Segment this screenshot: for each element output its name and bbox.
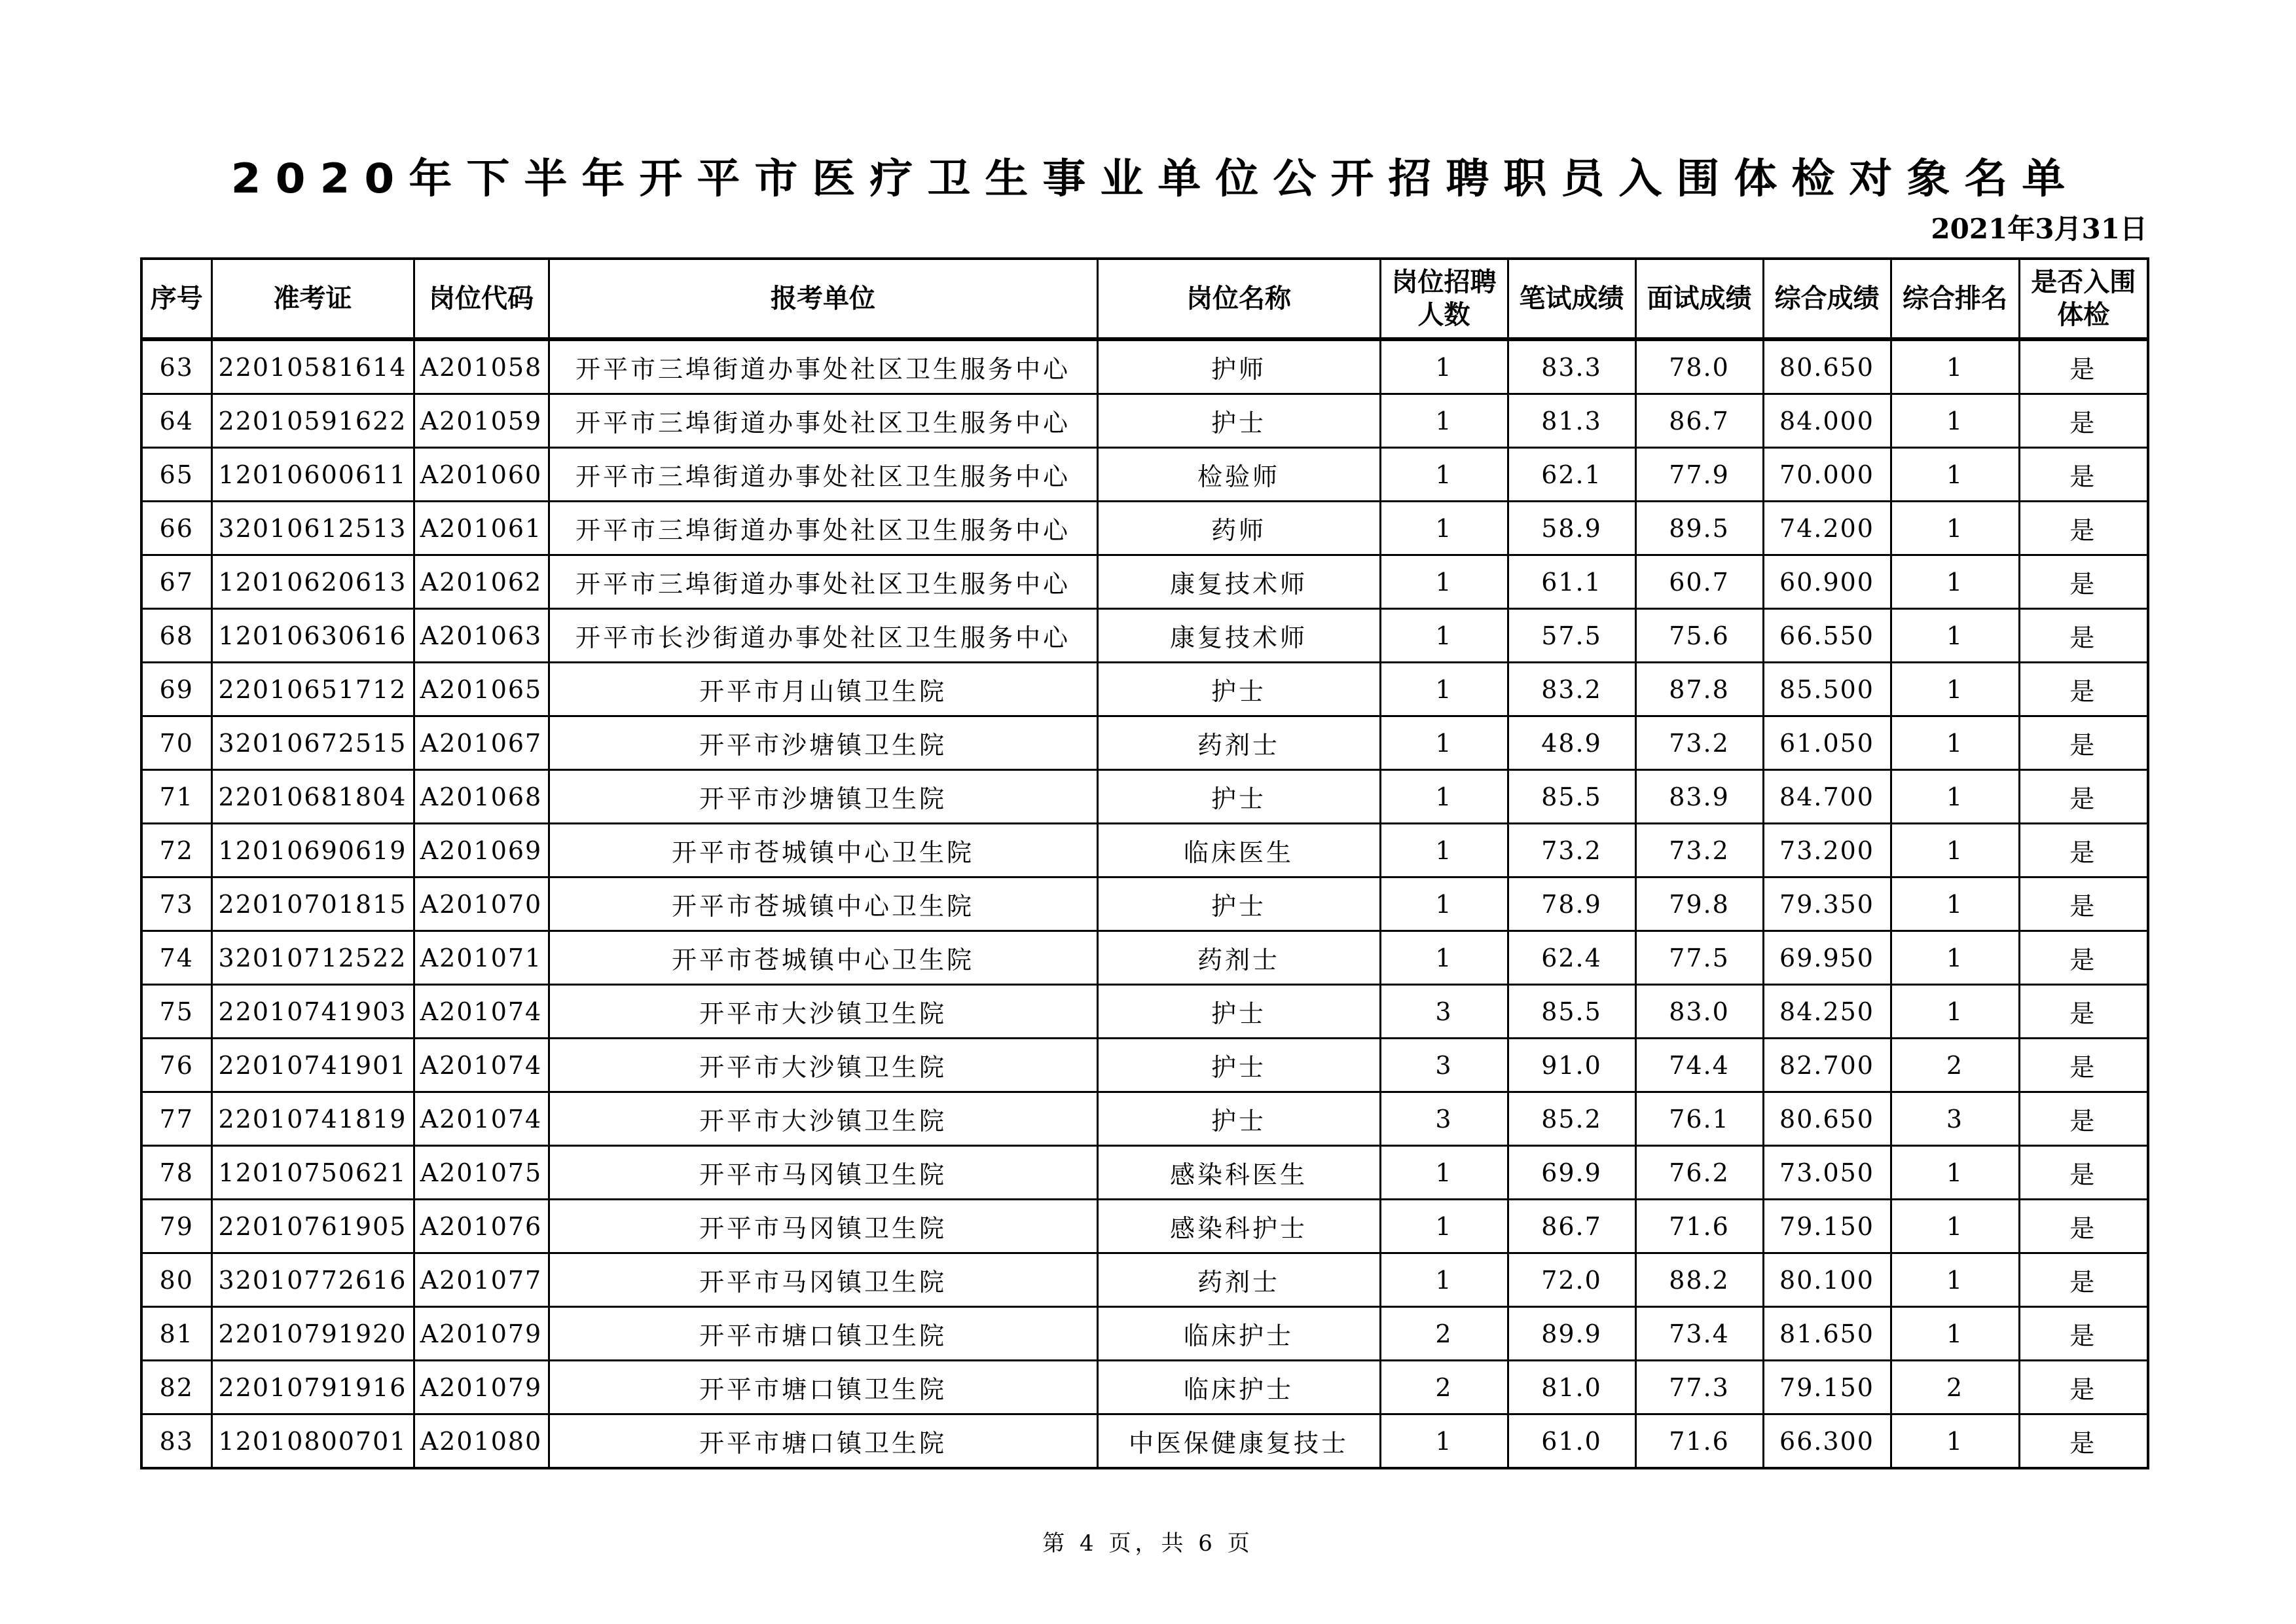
cell-shortlisted: 是 <box>2019 339 2148 394</box>
cell-interview-score: 83.0 <box>1635 985 1763 1039</box>
cell-interview-score: 73.2 <box>1635 824 1763 877</box>
cell-position-code: A201079 <box>414 1361 549 1414</box>
table-row <box>141 663 2148 716</box>
cell-rank: 1 <box>1891 502 2019 555</box>
cell-shortlisted: 是 <box>2019 877 2148 931</box>
table-header-row <box>141 259 2148 339</box>
table-row <box>141 770 2148 824</box>
cell-total-score: 81.650 <box>1763 1307 1891 1361</box>
cell-written-score: 85.5 <box>1508 985 1635 1039</box>
cell-shortlisted: 是 <box>2019 555 2148 609</box>
cell-seq: 69 <box>141 663 211 716</box>
cell-position-name: 护士 <box>1097 663 1380 716</box>
cell-written-score: 57.5 <box>1508 609 1635 663</box>
cell-rank: 1 <box>1891 1307 2019 1361</box>
cell-total-score: 61.050 <box>1763 716 1891 770</box>
cell-position-name: 中医保健康复技士 <box>1097 1414 1380 1469</box>
cell-unit: 开平市大沙镇卫生院 <box>549 985 1097 1039</box>
cell-rank: 1 <box>1891 770 2019 824</box>
cell-position-name: 护士 <box>1097 1039 1380 1092</box>
cell-shortlisted: 是 <box>2019 770 2148 824</box>
table-row <box>141 1039 2148 1092</box>
cell-seq: 67 <box>141 555 211 609</box>
cell-exam-ticket: 12010630616 <box>211 609 414 663</box>
cell-written-score: 62.1 <box>1508 448 1635 502</box>
cell-shortlisted: 是 <box>2019 1253 2148 1307</box>
cell-exam-ticket: 32010612513 <box>211 502 414 555</box>
table-row <box>141 1361 2148 1414</box>
cell-rank: 1 <box>1891 1253 2019 1307</box>
cell-total-score: 80.650 <box>1763 339 1891 394</box>
document-date: 2021年3月31日 <box>1931 213 2147 245</box>
header-label: 准考证 <box>273 284 352 314</box>
cell-interview-score: 75.6 <box>1635 609 1763 663</box>
table-row <box>141 339 2148 394</box>
cell-hiring-count: 2 <box>1380 1361 1508 1414</box>
header-label: 序号 <box>150 284 203 314</box>
cell-interview-score: 60.7 <box>1635 555 1763 609</box>
cell-hiring-count: 1 <box>1380 716 1508 770</box>
cell-shortlisted: 是 <box>2019 931 2148 985</box>
cell-total-score: 70.000 <box>1763 448 1891 502</box>
cell-position-code: A201061 <box>414 502 549 555</box>
cell-written-score: 89.9 <box>1508 1307 1635 1361</box>
header-label-line2: 人数 <box>1417 300 1470 330</box>
cell-unit: 开平市马冈镇卫生院 <box>549 1146 1097 1200</box>
cell-total-score: 84.250 <box>1763 985 1891 1039</box>
cell-position-name: 药师 <box>1097 502 1380 555</box>
cell-rank: 1 <box>1891 555 2019 609</box>
cell-seq: 81 <box>141 1307 211 1361</box>
cell-seq: 77 <box>141 1092 211 1146</box>
cell-hiring-count: 1 <box>1380 770 1508 824</box>
cell-rank: 1 <box>1891 1146 2019 1200</box>
header-hiring-count <box>1380 259 1508 339</box>
cell-total-score: 82.700 <box>1763 1039 1891 1092</box>
cell-exam-ticket: 22010581614 <box>211 339 414 394</box>
document-title: 2020年下半年开平市医疗卫生事业单位公开招聘职员入围体检对象名单 <box>230 154 2080 203</box>
cell-exam-ticket: 12010620613 <box>211 555 414 609</box>
cell-exam-ticket: 32010772616 <box>211 1253 414 1307</box>
cell-hiring-count: 1 <box>1380 555 1508 609</box>
table-row <box>141 877 2148 931</box>
table-row <box>141 502 2148 555</box>
cell-rank: 1 <box>1891 985 2019 1039</box>
cell-interview-score: 73.2 <box>1635 716 1763 770</box>
cell-position-code: A201074 <box>414 985 549 1039</box>
cell-total-score: 73.050 <box>1763 1146 1891 1200</box>
cell-total-score: 73.200 <box>1763 824 1891 877</box>
cell-exam-ticket: 12010690619 <box>211 824 414 877</box>
cell-interview-score: 89.5 <box>1635 502 1763 555</box>
cell-total-score: 66.550 <box>1763 609 1891 663</box>
cell-rank: 2 <box>1891 1361 2019 1414</box>
cell-position-code: A201065 <box>414 663 549 716</box>
cell-unit: 开平市苍城镇中心卫生院 <box>549 877 1097 931</box>
cell-interview-score: 79.8 <box>1635 877 1763 931</box>
cell-rank: 1 <box>1891 1414 2019 1469</box>
header-written-score <box>1508 259 1635 339</box>
table-row <box>141 931 2148 985</box>
cell-interview-score: 77.5 <box>1635 931 1763 985</box>
cell-written-score: 91.0 <box>1508 1039 1635 1092</box>
cell-seq: 83 <box>141 1414 211 1469</box>
cell-exam-ticket: 22010791916 <box>211 1361 414 1414</box>
cell-rank: 2 <box>1891 1039 2019 1092</box>
cell-unit: 开平市长沙街道办事处社区卫生服务中心 <box>549 609 1097 663</box>
cell-interview-score: 88.2 <box>1635 1253 1763 1307</box>
cell-seq: 72 <box>141 824 211 877</box>
cell-total-score: 84.000 <box>1763 394 1891 448</box>
header-label: 面试成绩 <box>1647 284 1752 314</box>
cell-position-code: A201074 <box>414 1039 549 1092</box>
cell-position-name: 护士 <box>1097 770 1380 824</box>
cell-exam-ticket: 32010672515 <box>211 716 414 770</box>
cell-hiring-count: 1 <box>1380 502 1508 555</box>
cell-position-name: 护师 <box>1097 339 1380 394</box>
header-interview-score <box>1635 259 1763 339</box>
cell-rank: 1 <box>1891 931 2019 985</box>
cell-exam-ticket: 32010712522 <box>211 931 414 985</box>
cell-position-code: A201075 <box>414 1146 549 1200</box>
cell-written-score: 78.9 <box>1508 877 1635 931</box>
cell-position-code: A201059 <box>414 394 549 448</box>
header-label: 岗位名称 <box>1186 284 1291 314</box>
cell-hiring-count: 3 <box>1380 1039 1508 1092</box>
cell-exam-ticket: 22010741901 <box>211 1039 414 1092</box>
cell-hiring-count: 1 <box>1380 1414 1508 1469</box>
cell-hiring-count: 2 <box>1380 1307 1508 1361</box>
cell-position-name: 康复技术师 <box>1097 609 1380 663</box>
cell-written-score: 72.0 <box>1508 1253 1635 1307</box>
cell-total-score: 85.500 <box>1763 663 1891 716</box>
cell-position-code: A201077 <box>414 1253 549 1307</box>
cell-hiring-count: 1 <box>1380 609 1508 663</box>
cell-exam-ticket: 22010681804 <box>211 770 414 824</box>
cell-unit: 开平市马冈镇卫生院 <box>549 1200 1097 1253</box>
cell-shortlisted: 是 <box>2019 1361 2148 1414</box>
header-label: 笔试成绩 <box>1519 284 1624 314</box>
cell-position-name: 护士 <box>1097 1092 1380 1146</box>
cell-rank: 1 <box>1891 609 2019 663</box>
table-row <box>141 1307 2148 1361</box>
cell-position-code: A201076 <box>414 1200 549 1253</box>
cell-shortlisted: 是 <box>2019 1307 2148 1361</box>
cell-rank: 1 <box>1891 663 2019 716</box>
table-row <box>141 824 2148 877</box>
cell-interview-score: 77.9 <box>1635 448 1763 502</box>
cell-hiring-count: 1 <box>1380 394 1508 448</box>
cell-seq: 78 <box>141 1146 211 1200</box>
header-position-name <box>1097 259 1380 339</box>
cell-seq: 74 <box>141 931 211 985</box>
cell-exam-ticket: 12010600611 <box>211 448 414 502</box>
cell-unit: 开平市沙塘镇卫生院 <box>549 770 1097 824</box>
cell-unit: 开平市塘口镇卫生院 <box>549 1361 1097 1414</box>
cell-total-score: 60.900 <box>1763 555 1891 609</box>
cell-seq: 75 <box>141 985 211 1039</box>
cell-seq: 68 <box>141 609 211 663</box>
cell-total-score: 84.700 <box>1763 770 1891 824</box>
table-row <box>141 1253 2148 1307</box>
table-row <box>141 1146 2148 1200</box>
cell-total-score: 74.200 <box>1763 502 1891 555</box>
header-rank <box>1891 259 2019 339</box>
cell-hiring-count: 1 <box>1380 1253 1508 1307</box>
cell-shortlisted: 是 <box>2019 1092 2148 1146</box>
cell-hiring-count: 3 <box>1380 1092 1508 1146</box>
cell-position-name: 康复技术师 <box>1097 555 1380 609</box>
cell-exam-ticket: 22010701815 <box>211 877 414 931</box>
table-row <box>141 985 2148 1039</box>
cell-written-score: 81.0 <box>1508 1361 1635 1414</box>
cell-total-score: 66.300 <box>1763 1414 1891 1469</box>
cell-position-code: A201069 <box>414 824 549 877</box>
cell-position-name: 临床护士 <box>1097 1307 1380 1361</box>
cell-shortlisted: 是 <box>2019 985 2148 1039</box>
cell-hiring-count: 1 <box>1380 663 1508 716</box>
cell-rank: 1 <box>1891 448 2019 502</box>
cell-shortlisted: 是 <box>2019 1146 2148 1200</box>
cell-total-score: 80.100 <box>1763 1253 1891 1307</box>
cell-exam-ticket: 22010651712 <box>211 663 414 716</box>
cell-exam-ticket: 22010591622 <box>211 394 414 448</box>
cell-shortlisted: 是 <box>2019 1414 2148 1469</box>
cell-interview-score: 71.6 <box>1635 1414 1763 1469</box>
cell-hiring-count: 1 <box>1380 1200 1508 1253</box>
cell-seq: 64 <box>141 394 211 448</box>
cell-unit: 开平市苍城镇中心卫生院 <box>549 824 1097 877</box>
cell-unit: 开平市三埠街道办事处社区卫生服务中心 <box>549 339 1097 394</box>
cell-position-name: 护士 <box>1097 877 1380 931</box>
cell-rank: 1 <box>1891 824 2019 877</box>
cell-unit: 开平市苍城镇中心卫生院 <box>549 931 1097 985</box>
cell-position-name: 药剂士 <box>1097 716 1380 770</box>
cell-interview-score: 78.0 <box>1635 339 1763 394</box>
cell-unit: 开平市三埠街道办事处社区卫生服务中心 <box>549 502 1097 555</box>
cell-position-name: 临床医生 <box>1097 824 1380 877</box>
cell-written-score: 83.3 <box>1508 339 1635 394</box>
header-seq <box>141 259 211 339</box>
cell-written-score: 85.2 <box>1508 1092 1635 1146</box>
cell-exam-ticket: 22010741819 <box>211 1092 414 1146</box>
table-row <box>141 609 2148 663</box>
cell-exam-ticket: 22010791920 <box>211 1307 414 1361</box>
cell-position-name: 护士 <box>1097 394 1380 448</box>
page-footer: 第 4 页，共 6 页 <box>1042 1530 1254 1557</box>
table-row <box>141 1092 2148 1146</box>
cell-hiring-count: 1 <box>1380 824 1508 877</box>
cell-seq: 70 <box>141 716 211 770</box>
cell-hiring-count: 3 <box>1380 985 1508 1039</box>
cell-shortlisted: 是 <box>2019 502 2148 555</box>
header-label-line1: 岗位招聘 <box>1391 267 1497 297</box>
cell-seq: 80 <box>141 1253 211 1307</box>
cell-shortlisted: 是 <box>2019 824 2148 877</box>
cell-exam-ticket: 12010750621 <box>211 1146 414 1200</box>
cell-seq: 73 <box>141 877 211 931</box>
header-label-line1: 是否入围 <box>2031 267 2136 297</box>
cell-position-name: 检验师 <box>1097 448 1380 502</box>
table-row <box>141 448 2148 502</box>
cell-shortlisted: 是 <box>2019 448 2148 502</box>
cell-written-score: 85.5 <box>1508 770 1635 824</box>
cell-written-score: 61.0 <box>1508 1414 1635 1469</box>
cell-seq: 82 <box>141 1361 211 1414</box>
cell-position-code: A201067 <box>414 716 549 770</box>
table-body <box>141 339 2148 1468</box>
cell-hiring-count: 1 <box>1380 931 1508 985</box>
cell-interview-score: 76.2 <box>1635 1146 1763 1200</box>
cell-written-score: 69.9 <box>1508 1146 1635 1200</box>
cell-total-score: 79.350 <box>1763 877 1891 931</box>
cell-unit: 开平市马冈镇卫生院 <box>549 1253 1097 1307</box>
cell-rank: 1 <box>1891 877 2019 931</box>
table-row <box>141 555 2148 609</box>
cell-rank: 1 <box>1891 1200 2019 1253</box>
cell-rank: 1 <box>1891 394 2019 448</box>
header-label: 岗位代码 <box>429 284 534 314</box>
cell-total-score: 79.150 <box>1763 1200 1891 1253</box>
cell-shortlisted: 是 <box>2019 663 2148 716</box>
header-total-score <box>1763 259 1891 339</box>
cell-written-score: 83.2 <box>1508 663 1635 716</box>
header-exam-ticket <box>211 259 414 339</box>
cell-hiring-count: 1 <box>1380 877 1508 931</box>
cell-interview-score: 74.4 <box>1635 1039 1763 1092</box>
cell-interview-score: 71.6 <box>1635 1200 1763 1253</box>
cell-position-code: A201068 <box>414 770 549 824</box>
cell-interview-score: 77.3 <box>1635 1361 1763 1414</box>
cell-position-code: A201060 <box>414 448 549 502</box>
cell-written-score: 48.9 <box>1508 716 1635 770</box>
cell-rank: 3 <box>1891 1092 2019 1146</box>
cell-position-code: A201080 <box>414 1414 549 1469</box>
cell-exam-ticket: 22010741903 <box>211 985 414 1039</box>
cell-rank: 1 <box>1891 339 2019 394</box>
cell-position-name: 感染科护士 <box>1097 1200 1380 1253</box>
cell-interview-score: 76.1 <box>1635 1092 1763 1146</box>
cell-unit: 开平市沙塘镇卫生院 <box>549 716 1097 770</box>
cell-shortlisted: 是 <box>2019 1039 2148 1092</box>
header-unit <box>549 259 1097 339</box>
cell-shortlisted: 是 <box>2019 609 2148 663</box>
table-row <box>141 716 2148 770</box>
cell-unit: 开平市三埠街道办事处社区卫生服务中心 <box>549 448 1097 502</box>
cell-unit: 开平市塘口镇卫生院 <box>549 1414 1097 1469</box>
cell-position-code: A201063 <box>414 609 549 663</box>
cell-written-score: 73.2 <box>1508 824 1635 877</box>
cell-position-code: A201071 <box>414 931 549 985</box>
cell-written-score: 58.9 <box>1508 502 1635 555</box>
cell-position-code: A201074 <box>414 1092 549 1146</box>
cell-position-name: 感染科医生 <box>1097 1146 1380 1200</box>
cell-total-score: 80.650 <box>1763 1092 1891 1146</box>
header-position-code <box>414 259 549 339</box>
cell-interview-score: 73.4 <box>1635 1307 1763 1361</box>
cell-hiring-count: 1 <box>1380 339 1508 394</box>
cell-interview-score: 86.7 <box>1635 394 1763 448</box>
cell-position-code: A201062 <box>414 555 549 609</box>
cell-exam-ticket: 22010761905 <box>211 1200 414 1253</box>
cell-position-name: 药剂士 <box>1097 1253 1380 1307</box>
cell-position-name: 护士 <box>1097 985 1380 1039</box>
cell-shortlisted: 是 <box>2019 1200 2148 1253</box>
cell-shortlisted: 是 <box>2019 716 2148 770</box>
cell-position-name: 临床护士 <box>1097 1361 1380 1414</box>
cell-written-score: 62.4 <box>1508 931 1635 985</box>
cell-shortlisted: 是 <box>2019 394 2148 448</box>
header-shortlisted <box>2019 259 2148 339</box>
cell-seq: 63 <box>141 339 211 394</box>
cell-position-code: A201058 <box>414 339 549 394</box>
header-label: 报考单位 <box>771 284 875 314</box>
cell-seq: 79 <box>141 1200 211 1253</box>
cell-unit: 开平市月山镇卫生院 <box>549 663 1097 716</box>
cell-written-score: 86.7 <box>1508 1200 1635 1253</box>
header-label: 综合成绩 <box>1774 284 1880 314</box>
cell-seq: 71 <box>141 770 211 824</box>
cell-rank: 1 <box>1891 716 2019 770</box>
cell-position-code: A201070 <box>414 877 549 931</box>
cell-written-score: 61.1 <box>1508 555 1635 609</box>
cell-total-score: 69.950 <box>1763 931 1891 985</box>
cell-total-score: 79.150 <box>1763 1361 1891 1414</box>
table-row <box>141 1414 2148 1469</box>
cell-unit: 开平市大沙镇卫生院 <box>549 1092 1097 1146</box>
cell-hiring-count: 1 <box>1380 1146 1508 1200</box>
candidate-table <box>140 257 2149 1469</box>
cell-written-score: 81.3 <box>1508 394 1635 448</box>
cell-seq: 65 <box>141 448 211 502</box>
cell-interview-score: 83.9 <box>1635 770 1763 824</box>
cell-unit: 开平市大沙镇卫生院 <box>549 1039 1097 1092</box>
cell-exam-ticket: 12010800701 <box>211 1414 414 1469</box>
cell-unit: 开平市塘口镇卫生院 <box>549 1307 1097 1361</box>
cell-position-name: 药剂士 <box>1097 931 1380 985</box>
cell-unit: 开平市三埠街道办事处社区卫生服务中心 <box>549 394 1097 448</box>
cell-hiring-count: 1 <box>1380 448 1508 502</box>
header-label-line2: 体检 <box>2057 300 2110 330</box>
cell-seq: 66 <box>141 502 211 555</box>
cell-unit: 开平市三埠街道办事处社区卫生服务中心 <box>549 555 1097 609</box>
table-row <box>141 394 2148 448</box>
cell-seq: 76 <box>141 1039 211 1092</box>
cell-interview-score: 87.8 <box>1635 663 1763 716</box>
table-row <box>141 1200 2148 1253</box>
cell-position-code: A201079 <box>414 1307 549 1361</box>
header-label: 综合排名 <box>1903 284 2007 314</box>
